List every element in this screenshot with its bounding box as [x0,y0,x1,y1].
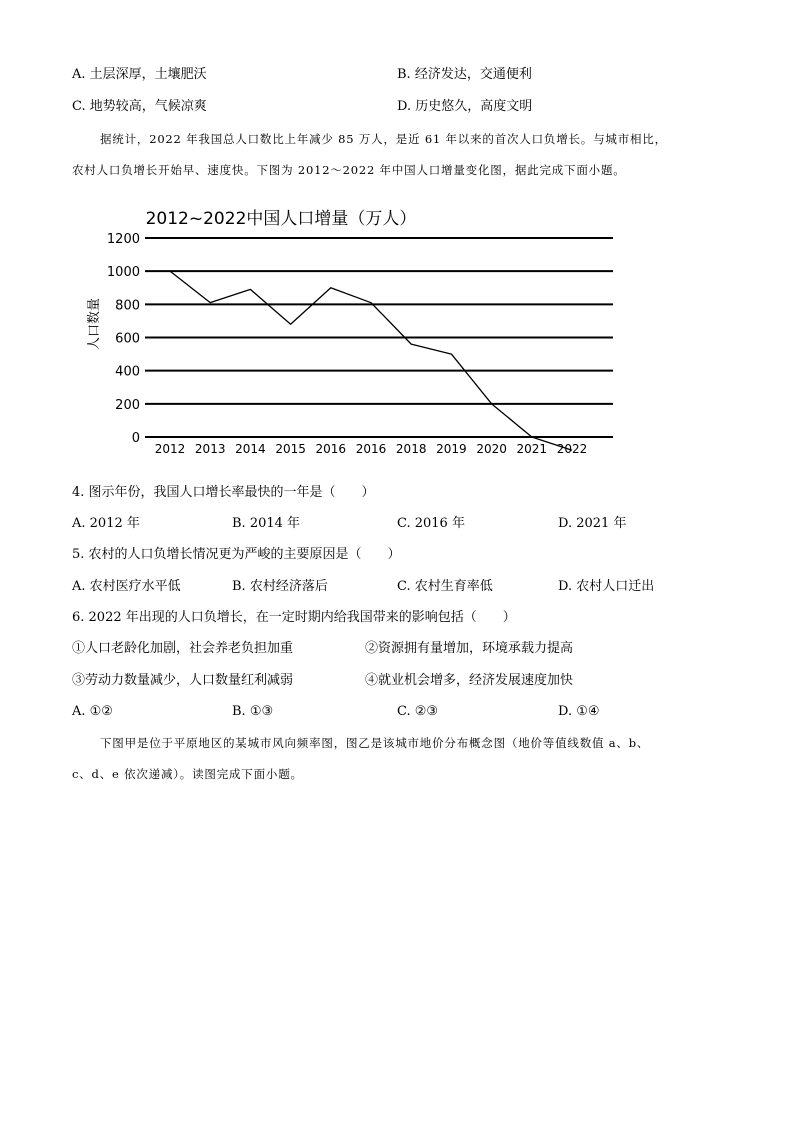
x-tick-label: 2018 [395,442,427,456]
y-tick-label: 400 [115,364,140,380]
x-tick-label: 2020 [476,442,507,456]
q6-statement-1: ①人口老龄化加剧，社会养老负担加重 [72,641,294,656]
q4-option-b[interactable]: B. 2014 年 [232,516,301,531]
chart-y-ticks [107,232,140,446]
q4-stem: 4. 图示年份，我国人口增长率最快的一年是（ ） [72,485,375,500]
prev-option-c[interactable]: C. 地势较高，气候凉爽 [72,99,207,114]
y-tick-label: 1200 [106,232,140,247]
q6-statement-3: ③劳动力数量减少，人口数量红利减弱 [72,673,294,688]
intro2-line1: 下图甲是位于平原地区的某城市风向频率图，图乙是该城市地价分布概念图（地价等值线数值 a、b、 [100,736,650,750]
y-tick-label: 600 [115,331,140,347]
chart-series [170,271,572,450]
chart-x-ticks [155,442,588,456]
q6-option-d[interactable]: D. ①④ [558,704,600,719]
q5-option-a[interactable]: A. 农村医疗水平低 [72,579,181,594]
q4-option-c[interactable]: C. 2016 年 [397,516,465,531]
q6-statement-2: ②资源拥有量增加，环境承载力提高 [365,641,574,656]
q6-statement-4: ④就业机会增多，经济发展速度加快 [365,673,574,688]
x-tick-label: 2012 [154,442,186,456]
x-tick-label: 2016 [355,442,387,456]
q4-option-d[interactable]: D. 2021 年 [558,516,627,531]
q6-option-b[interactable]: B. ①③ [232,704,274,719]
q5-option-b[interactable]: B. 农村经济落后 [232,579,328,594]
y-tick-label: 200 [115,397,140,413]
q4-option-a[interactable]: A. 2012 年 [72,516,140,531]
x-tick-label: 2013 [194,442,226,456]
y-tick-label: 1000 [106,265,140,281]
x-tick-label: 2021 [516,442,548,456]
intro2-line2: c、d、e 依次递减）。读图完成下面小题。 [72,767,303,781]
intro1-line2: 农村人口负增长开始早、速度快。下图为 2012～2022 年中国人口增量变化图，据此完成下面小题。 [72,163,626,177]
q6-option-a[interactable]: A. ①② [72,704,113,719]
x-tick-label: 2022 [556,442,588,456]
prev-option-b[interactable]: B. 经济发达，交通便利 [397,67,532,82]
prev-option-d[interactable]: D. 历史悠久，高度文明 [397,99,533,114]
chart-gridlines [145,238,613,437]
q5-option-d[interactable]: D. 农村人口迁出 [558,579,655,594]
q5-stem: 5. 农村的人口负增长情况更为严峻的主要原因是（ ） [72,547,401,562]
intro1-line1: 据统计，2022 年我国总人口数比上年减少 85 万人，是近 61 年以来的首次人口负增长。与城市相比， [100,132,667,146]
y-tick-label: 0 [131,431,140,446]
x-tick-label: 2014 [235,442,266,456]
q6-option-c[interactable]: C. ②③ [397,704,439,719]
population-increment-line [170,271,572,450]
chart-y-axis-label: 人口数量 [87,297,102,351]
x-tick-label: 2016 [315,442,347,456]
x-tick-label: 2015 [275,442,306,456]
population-change-chart [80,198,640,460]
q5-option-c[interactable]: C. 农村生育率低 [397,579,493,594]
x-tick-label: 2019 [436,442,467,456]
q6-stem: 6. 2022 年出现的人口负增长，在一定时期内给我国带来的影响包括（ ） [72,610,516,625]
y-tick-label: 800 [115,298,140,314]
chart-title: 2012~2022中国人口增量（万人） [145,209,417,229]
prev-option-a[interactable]: A. 土层深厚，土壤肥沃 [72,67,207,82]
